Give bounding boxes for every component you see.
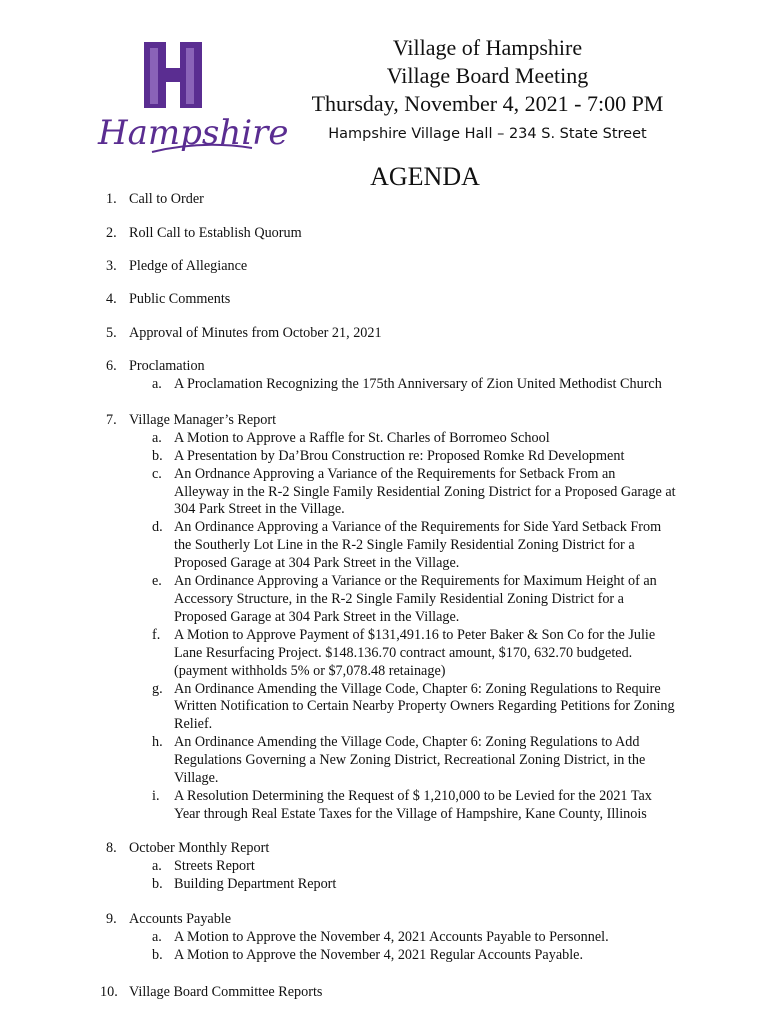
agenda-subitem-text: A Motion to Approve Payment of $131,491.16 to Peter Baker & Son Co for the Julie — [174, 626, 656, 643]
agenda-subitem-text: An Ordinance Approving a Variance of the Requirements for Side Yard Setback From — [174, 519, 662, 536]
agenda-item-number: 4. — [106, 291, 117, 307]
agenda-subitem-text: Building Department Report — [174, 875, 337, 892]
header-subtitle: Village Board Meeting — [386, 63, 589, 88]
agenda-subitem-text: An Ordinance Approving a Variance or the Requirements for Maximum Height of an — [174, 573, 657, 590]
agenda-subitem-text: Alleyway in the R-2 Single Family Residential Zoning District for a Proposed Garage at — [174, 483, 676, 500]
agenda-heading: AGENDA — [370, 162, 480, 191]
agenda-item-title: Accounts Payable — [129, 911, 232, 927]
agenda-subitem-letter: g. — [152, 680, 163, 697]
agenda-subitem-text: Proposed Garage at 304 Park Street in the Village. — [174, 608, 460, 625]
agenda-subitem-text: Relief. — [174, 716, 213, 733]
agenda-subitem-letter: c. — [152, 465, 162, 482]
agenda-subitem-letter: b. — [152, 447, 163, 464]
logo-wordmark: Hampshire — [98, 113, 289, 153]
agenda-item-number: 10. — [100, 984, 118, 1000]
agenda-subitem-text: A Motion to Approve the November 4, 2021 Accounts Payable to Personnel. — [174, 928, 609, 945]
agenda-item-title: Approval of Minutes from October 21, 2021 — [129, 325, 382, 341]
agenda-subitem-letter: a. — [152, 375, 162, 392]
agenda-subitem-letter: a. — [152, 429, 162, 446]
agenda-item-title: Village Board Committee Reports — [129, 984, 323, 1000]
agenda-subitem-text: A Motion to Approve the November 4, 2021 Regular Accounts Payable. — [174, 946, 584, 963]
agenda-subitem-text: Regulations Governing a New Zoning District, Recreational Zoning District, in the — [174, 752, 646, 769]
agenda-item-title: Roll Call to Establish Quorum — [129, 225, 302, 241]
agenda-subitem-text: Lane Resurfacing Project. $148.136.70 contract amount, $170, 632.70 budgeted. — [174, 644, 633, 661]
agenda-item-title: Village Manager’s Report — [129, 412, 277, 428]
agenda-item-title: Pledge of Allegiance — [129, 258, 248, 274]
agenda-item-number: 9. — [106, 911, 117, 927]
agenda-subitem-text: Accessory Structure, in the R-2 Single Family Residential Zoning District for a — [174, 590, 624, 607]
agenda-subitem-letter: h. — [152, 734, 163, 751]
agenda-subitem-text: Streets Report — [174, 857, 255, 874]
agenda-item-number: 8. — [106, 840, 117, 856]
agenda-subitem-text: Proposed Garage at 304 Park Street in the Village. — [174, 555, 460, 572]
agenda-subitem-text: An Ordinance Amending the Village Code, Chapter 6: Zoning Regulations to Add — [174, 734, 640, 751]
agenda-subitem-letter: a. — [152, 857, 162, 874]
agenda-item-title: Proclamation — [129, 358, 205, 374]
agenda-subitem-text: An Ordinance Amending the Village Code, Chapter 6: Zoning Regulations to Require — [174, 680, 661, 697]
agenda-subitem-text: Year through Real Estate Taxes for the Village of Hampshire, Kane County, Illinois — [174, 805, 647, 822]
agenda-subitem-letter: f. — [152, 626, 161, 643]
hampshire-logo — [92, 40, 289, 160]
agenda-item-number: 5. — [106, 325, 117, 341]
agenda-subitem-text: A Presentation by Da’Brou Construction re: Proposed Romke Rd Development — [174, 447, 625, 464]
agenda-item-number: 3. — [106, 258, 117, 274]
agenda-item-number: 2. — [106, 225, 117, 241]
agenda-item-title: October Monthly Report — [129, 840, 270, 856]
agenda-subitem-letter: a. — [152, 928, 162, 945]
agenda-subitem-text: Written Notification to Certain Nearby Property Owners Regarding Petitions for Zoning — [174, 698, 675, 715]
agenda-subitem-letter: d. — [152, 519, 163, 536]
header-title: Village of Hampshire — [392, 35, 583, 60]
agenda-subitem-text: the Southerly Lot Line in the R-2 Single Family Residential Zoning District for a — [174, 537, 635, 554]
agenda-subitem-text: Village. — [174, 769, 219, 786]
agenda-subitem-text: A Motion to Approve a Raffle for St. Charles of Borromeo School — [174, 429, 550, 446]
meeting-datetime: Thursday, November 4, 2021 - 7:00 PM — [311, 91, 664, 116]
agenda-subitem-text: An Ordnance Approving a Variance of the Requirements for Setback From an — [174, 465, 616, 482]
agenda-item-number: 7. — [106, 412, 117, 428]
agenda-subitem-text: 304 Park Street in the Village. — [174, 501, 345, 518]
agenda-subitem-text: A Resolution Determining the Request of $ 1,210,000 to be Levied for the 2021 Tax — [174, 787, 652, 804]
agenda-subitem-letter: b. — [152, 946, 163, 963]
agenda-item-title: Call to Order — [129, 191, 204, 207]
agenda-subitem-letter: i. — [152, 787, 160, 804]
meeting-location: Hampshire Village Hall – 234 S. State Street — [328, 126, 647, 142]
agenda-item-title: Public Comments — [129, 291, 231, 307]
agenda-subitem-text: A Proclamation Recognizing the 175th Anniversary of Zion United Methodist Church — [174, 375, 662, 392]
agenda-subitem-letter: b. — [152, 875, 163, 892]
agenda-subitem-letter: e. — [152, 573, 162, 590]
agenda-item-number: 1. — [106, 191, 117, 207]
agenda-subitem-text: (payment withholds 5% or $7,078.48 retainage) — [174, 662, 446, 679]
agenda-item-number: 6. — [106, 358, 117, 374]
